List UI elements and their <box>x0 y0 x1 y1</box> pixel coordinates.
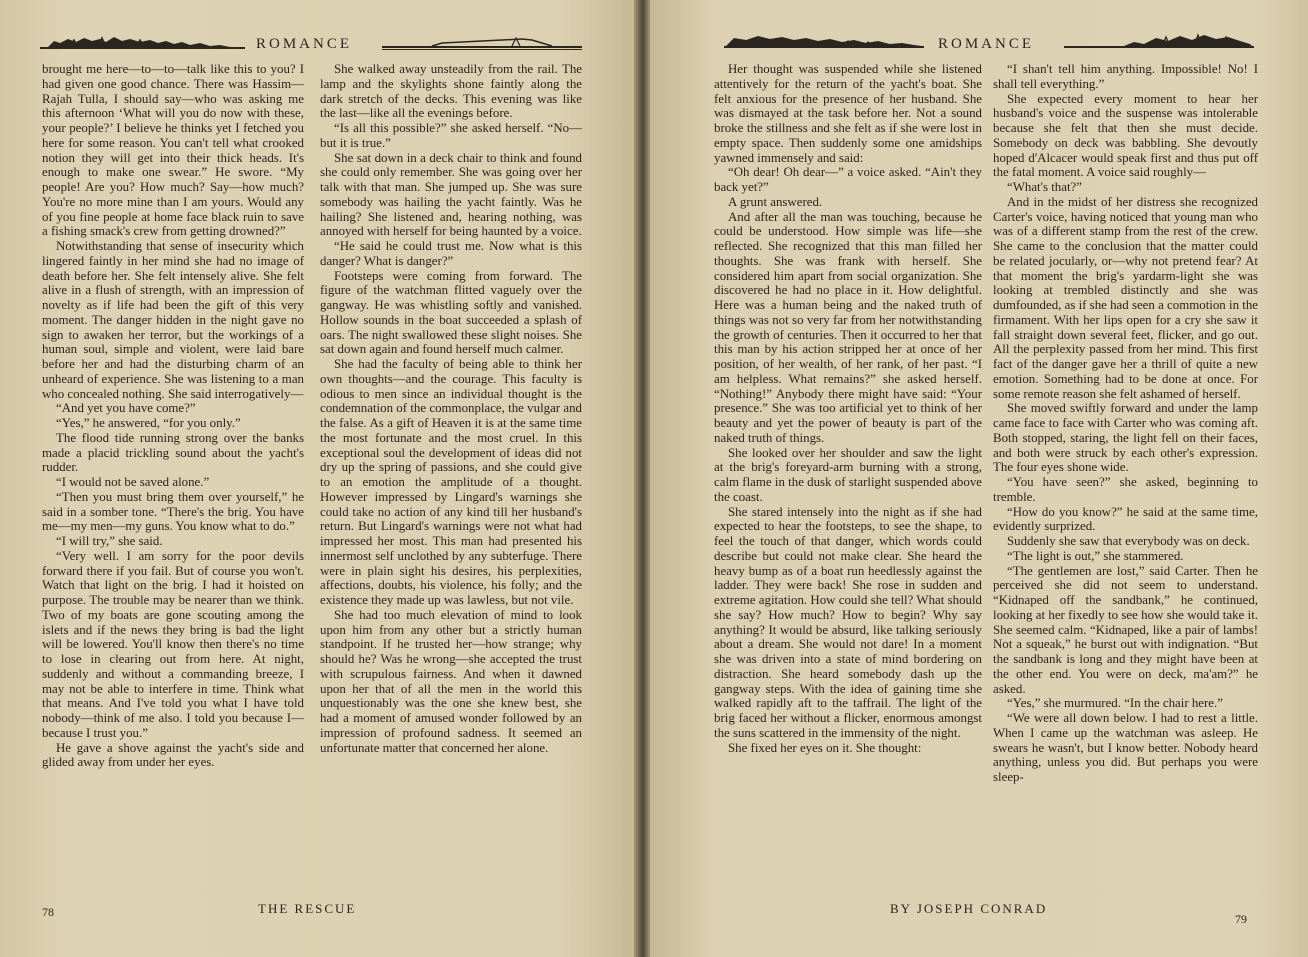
paragraph: And in the midst of her distress she recognized Carter's voice, having noticed that young man who was of a different stamp from the rest of the crew. She came to the conclusion that the matter could be related jocularly, or—why not pretend fear? At that moment the brig's yardarm-light she was looking at trembled distinctly and she was dumfounded, as if she had seen a commotion in the firmament. With her lips open for a cry she saw it fall straight down several feet, flicker, and go out. All the perplexity passed from her mind. This first fact of the danger gave her a thrill of quite a new emotion. Something had to be done at once. For some remote reason she felt ashamed of herself. <box>993 194 1258 401</box>
paragraph: “You have seen?” she asked, beginning to tremble. <box>993 475 1258 504</box>
paragraph: brought me here—to—to—talk like this to you? I had given one good chance. There was Hassim—Rajah Tulla, I should say—who was asking me this afternoon ‘What will you do now with these, your people?’ I believe he thinks yet I fetched you here for some reason. You can't tell what crooked notion they will get into their thick heads. It's enough to make one swear.” He swore. “My people! Are you? How much? Say—how much? You're no more mine than I am yours. Would any of you fine people at home face black ruin to save a fishing smack's crew from getting drowned?” <box>42 62 304 239</box>
left-header <box>40 32 585 60</box>
right-header-ornament-ship <box>724 32 924 54</box>
paragraph: “Yes,” he answered, “for you only.” <box>56 416 241 430</box>
left-page-column-1 <box>42 62 304 770</box>
right-page-column-1 <box>714 62 982 755</box>
paragraph: She moved swiftly forward and under the lamp came face to face with Carter who was coming aft. Both stopped, staring, the light fell on their faces, and both were struck by each other's expression. The four eyes shone wide. <box>993 401 1258 475</box>
paragraph: “What's that?” <box>1007 180 1082 194</box>
paragraph: “Oh dear! Oh dear—” a voice asked. “Ain't they back yet?” <box>714 165 982 194</box>
right-page-number: 79 <box>1235 912 1247 926</box>
paragraph: She expected every moment to hear her husband's voice and the suspense was intolerable because she felt that then she must decide. Somebody on deck was babbling. She devoutly hoped d'Alcacer would speak first and thus put off the fatal moment. A voice said roughly— <box>993 91 1258 180</box>
paragraph: The flood tide running strong over the banks made a placid trickling sound about the yacht's rudder. <box>42 430 304 475</box>
right-header-title: ROMANCE <box>938 36 1035 52</box>
paragraph: “We were all down below. I had to rest a little. When I came up the watchman was asleep. He swears he wasn't, but I know better. Nobody heard anything, unless you did. But perhaps you were sleep- <box>993 711 1258 784</box>
left-page-number: 78 <box>42 905 54 919</box>
paragraph: “The light is out,” she stammered. <box>1007 548 1184 563</box>
left-header-ornament-boat <box>382 34 582 54</box>
paragraph: Footsteps were coming from forward. The figure of the watchman flitted vaguely over the gangway. He was whistling softly and vanished. Hollow sounds in the boat succeeded a splash of oars. The night swallowed these slight noises. She sat down again and found herself much calmer. <box>320 268 582 357</box>
right-header-ornament-landscape <box>1064 32 1254 54</box>
paragraph: “Then you must bring them over yourself,” he said in a somber tone. “There's the brig. You have me—my men—my guns. You know what to do.” <box>42 489 304 534</box>
paragraph: “Is all this possible?” she asked herself. “No—but it is true.” <box>320 121 582 150</box>
paragraph: She sat down in a deck chair to think and found she could only remember. She was going over her talk with that man. She jumped up. She was sure somebody was hailing the yacht faintly. Was he hailing? She listened and, hearing nothing, was annoyed with herself for being haunted by a voice. <box>320 150 582 239</box>
right-page <box>650 0 1308 957</box>
paragraph: Her thought was suspended while she listened attentively for the return of the yacht's boat. She felt anxious for the presence of her husband. She was dismayed at the task before her. Not a sound broke the stillness and she felt as if she were lost in empty space. Then suddenly some one amidships yawned immensely and said: <box>714 62 982 165</box>
paragraph: “How do you know?” he said at the same time, evidently surprized. <box>993 504 1258 534</box>
left-header-ornament-landscape <box>40 34 245 54</box>
paragraph: “And yet you have come?” <box>56 401 196 416</box>
left-page-column-2 <box>320 62 582 755</box>
book-gutter <box>634 0 650 957</box>
paragraph: “Yes,” she murmured. “In the chair here.” <box>1007 696 1223 711</box>
right-footer-title: BY JOSEPH CONRAD <box>890 901 1048 916</box>
left-footer-title: THE RESCUE <box>258 901 357 916</box>
paragraph: Notwithstanding that sense of insecurity which lingered faintly in her mind she had no image of death before her. She felt intensely alive. She felt alive in a flush of strength, with an impression of novelty as if life had been the gift of this very moment. The danger hidden in the night gave no sign to awaken her terror, but the workings of a human soul, simple and violent, were laid bare before her and had the disturbing charm of an unheard of experience. She was listening to a man who concealed nothing. She said interrogatively— <box>42 239 304 401</box>
paragraph: She looked over her shoulder and saw the light at the brig's foreyard-arm burning with a strong, calm flame in the dusk of starlight suspended above the coast. <box>714 445 982 504</box>
left-page <box>0 0 634 957</box>
paragraph: “He said he could trust me. Now what is this danger? What is danger?” <box>320 239 582 268</box>
right-header <box>724 32 1259 60</box>
paragraph: She stared intensely into the night as if she had expected to hear the footsteps, to see the shape, to feel the touch of that danger, which words could describe but could not make clear. She heard the heavy bump as of a boat run heedlessly against the ladder. They were back! She rose in sudden and extreme agitation. How could she tell? What should she say? How much? How to begin? Why say anything? It would be absurd, like talking seriously about a dream. She would not dare! In a moment she was driven into a state of mind bordering on distraction. She heard somebody dash up the gangway steps. With the idea of gaining time she walked rapidly aft to the taffrail. The light of the brig faced her without a flicker, enormous amongst the suns scattered in the immensity of the night. <box>714 504 982 740</box>
paragraph: “Very well. I am sorry for the poor devils forward there if you fail. But of course you won't. Watch that light on the brig. I had it hoisted on purpose. The trouble may be nearer than we think. Two of my boats are gone scouting among the islets and if the news they bring is bad the light will be lowered. You'll know then there's no time to lose in clearing out from here. At night, suddenly and without a commanding breeze, I may not be able to interfere in time. Think what that means. And I've told you what I have told nobody—think of me also. I told you because I—because I trust you.” <box>42 548 304 740</box>
right-page-column-2 <box>993 62 1258 785</box>
paragraph: She fixed her eyes on it. She thought: <box>728 740 922 755</box>
paragraph: He gave a shove against the yacht's side and glided away from under her eyes. <box>42 740 304 770</box>
paragraph: A grunt answered. <box>728 194 823 209</box>
left-header-title: ROMANCE <box>256 36 353 52</box>
paragraph: “The gentlemen are lost,” said Carter. Then he perceived she did not seem to understand. “Kidnaped off the sandbank,” he continued, looking at her fixedly to see how she would take it. She seemed calm. “Kidnaped, like a pair of lambs! Not a squeak,” he burst out with indignation. “But the sandbank is long and they might have been at the other end. You were on deck, ma'am?” he asked. <box>993 563 1258 696</box>
paragraph: And after all the man was touching, because he could be understood. How simple was life—she reflected. She recognized that this man filled her thoughts. She was frank with herself. She considered him apart from social organization. She discovered he had no place in it. How delightful. Here was a human being and the naked truth of things was not so very far from her notwithstanding the growth of centuries. Then it occurred to her that this man by his action stripped her at once of her position, of her wealth, of her rank, of her past. “I am helpless. What remains?” she asked herself. “Nothing!” Anybody there might have said: “Your presence.” She was too artificial yet to think of her beauty and yet the power of beauty is part of the naked truth of things. <box>714 209 982 445</box>
paragraph: “I will try,” she said. <box>56 534 163 548</box>
paragraph: “I shan't tell him anything. Impossible! No! I shall tell everything.” <box>993 62 1258 91</box>
paragraph: She had the faculty of being able to think her own thoughts—and the courage. This faculty is odious to men since an individual thought is the condemnation of the commonplace, the vulgar and the false. As a gift of Heaven it is at the same time the most fortunate and the most cruel. In this exceptional soul the development of ideas did not dry up the spring of passions, and she could give to an emotion the amplitude of a thought. However impressed by Lingard's warnings she could take no action of any kind till her husband's return. But Lingard's warnings were not what had impressed her most. This man had presented his innermost self unclothed by any subterfuge. There were in plain sight his desires, his perplexities, affections, doubts, his violence, his folly; and the existence they made up was lawless, but not vile. <box>320 357 582 607</box>
paragraph: Suddenly she saw that everybody was on deck. <box>1007 534 1250 548</box>
paragraph: She walked away unsteadily from the rail. The lamp and the skylights shone faintly along the dark stretch of the decks. This evening was like the last—like all the evenings before. <box>320 62 582 121</box>
paragraph: She had too much elevation of mind to look upon him from any other but a strictly human standpoint. If he trusted her—how strange; why should he? Was he wrong—she accepted the trust with scrupulous fairness. And when it dawned upon her that of all the men in the world this unquestionably was the one she knew best, she had a moment of amused wonder followed by an impression of profound sadness. It seemed an unfortunate matter that concerned her alone. <box>320 607 582 755</box>
paragraph: “I would not be saved alone.” <box>56 475 210 489</box>
